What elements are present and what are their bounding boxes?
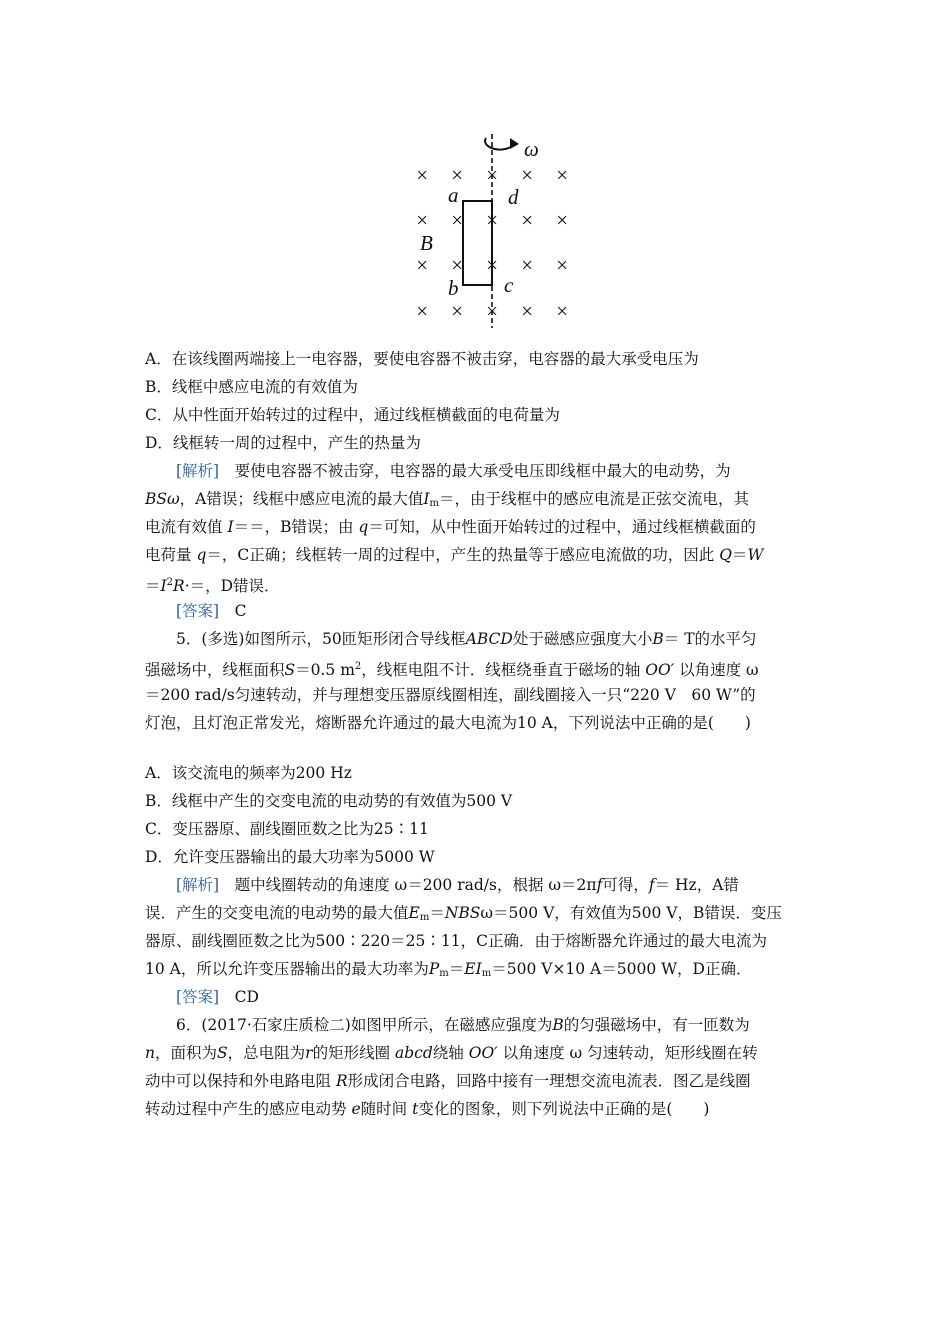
q4-answer	[176, 601, 247, 621]
coil-in-field-figure	[400, 130, 600, 330]
field-mark: ×	[414, 208, 430, 232]
field-mark: ×	[554, 208, 570, 232]
field-mark: ×	[414, 299, 430, 323]
q5-stem-line-2: 强磁场中，线框面积S＝0.5 $m^2$，线框电阻不计．线框绕垂直于磁场的轴 OO′ 以角速度 ω	[145, 661, 759, 679]
q4-option-b: B．线框中感应电流的有效值为	[145, 378, 358, 396]
q6-stem-line-1: 6．(2017·石家庄质检二)如图甲所示，在磁感应强度为B的匀强磁场中，有一匝数为	[176, 1016, 750, 1034]
q4-analysis-line-2: BSω，A错误；线框中感应电流的最大值$I_m=$，由于线框中的感应电流是正弦交流电，其	[145, 490, 749, 509]
q5-analysis-line-2: 误．产生的交变电流的电动势的最大值$E_m=NBS\omega=500$ V，有效值为500 V，B错误．变压	[145, 904, 782, 923]
q4-option-a: A．在该线圈两端接上一电容器，要使电容器不被击穿，电容器的最大承受电压为	[145, 350, 699, 368]
q4-analysis-line-1: [解析] 要使电容器不被击穿，电容器的最大承受电压即线框中最大的电动势，为	[176, 462, 731, 480]
field-mark: ×	[484, 299, 500, 323]
q6-stem-line-4: 转动过程中产生的感应电动势 e随时间 t变化的图象，则下列说法中正确的是( )	[145, 1100, 710, 1118]
field-mark: ×	[449, 299, 465, 323]
q6-stem-line-3: 动中可以保持和外电路电阻 R形成闭合电路，回路中接有一理想交流电流表．图乙是线圈	[145, 1072, 751, 1090]
corner-label-d: d	[508, 185, 519, 209]
q5-option-c: C．变压器原、副线圈匝数之比为25∶11	[145, 820, 429, 838]
analysis-tag: [解析]	[176, 876, 220, 894]
corner-label-a: a	[448, 183, 459, 207]
field-label-B: B	[420, 231, 433, 255]
q5-answer	[176, 987, 259, 1007]
field-mark: ×	[554, 163, 570, 187]
answer-value: CD	[234, 988, 259, 1006]
q5-analysis-line-3: 器原、副线圈匝数之比为500∶220＝25∶11，C正确．由于熔断器允许通过的最大电流为	[145, 932, 767, 950]
q5-option-b: B．线框中产生的交变电流的电动势的有效值为500 V	[145, 792, 513, 810]
field-mark: ×	[449, 208, 465, 232]
field-mark: ×	[449, 253, 465, 277]
rotation-arrow	[485, 138, 514, 150]
q5-stem-line-1: 5．(多选)如图所示，50匝矩形闭合导线框ABCD处于磁感应强度大小B＝ T的水平匀	[176, 630, 757, 648]
analysis-tag: [解析]	[176, 462, 220, 480]
q5-analysis-line-1: [解析] 题中线圈转动的角速度 ω＝200 rad/s，根据 ω＝2πf可得，f＝ Hz，A错	[176, 876, 739, 894]
field-mark: ×	[519, 299, 535, 323]
field-mark: ×	[484, 163, 500, 187]
q5-option-a: A．该交流电的频率为200 Hz	[145, 764, 352, 782]
q4-analysis-line-5: $=I^2R\cdot=$，D错误．	[145, 577, 280, 595]
field-mark: ×	[519, 208, 535, 232]
q4-option-d: D．线框转一周的过程中，产生的热量为	[145, 434, 421, 452]
q4-option-c: C．从中性面开始转过的过程中，通过线框横截面的电荷量为	[145, 406, 560, 424]
field-mark: ×	[414, 253, 430, 277]
answer-value: C	[234, 602, 247, 620]
q4-analysis-line-3: 电流有效值 I＝＝，B错误；由 q＝可知，从中性面开始转过的过程中，通过线框横截面的	[145, 518, 756, 536]
q6-stem-line-2: n，面积为S，总电阻为r的矩形线圈 abcd绕轴 OO′ 以角速度 ω 匀速转动，矩形线圈在转	[145, 1044, 758, 1062]
answer-tag: [答案]	[176, 988, 220, 1006]
field-mark: ×	[519, 163, 535, 187]
corner-label-c: c	[504, 273, 514, 297]
corner-label-b: b	[448, 276, 459, 300]
q5-stem-line-4: 灯泡，且灯泡正常发光，熔断器允许通过的最大电流为10 A，下列说法中正确的是( )	[145, 714, 751, 732]
field-mark: ×	[519, 253, 535, 277]
field-mark: ×	[414, 163, 430, 187]
coil-diagram	[400, 130, 600, 330]
q5-option-d: D．允许变压器输出的最大功率为5000 W	[145, 848, 435, 866]
field-mark: ×	[449, 163, 465, 187]
q5-analysis-line-4: 10 A，所以允许变压器输出的最大功率为$P_m=EI_m=500$ V×10 A＝5000 W，D正确．	[145, 960, 752, 979]
q5-stem-line-3: ＝200 rad/s匀速转动，并与理想变压器原线圈相连，副线圈接入一只“220 V 60 W”的	[145, 686, 756, 704]
field-mark: ×	[484, 208, 500, 232]
q4-analysis-line-4: 电荷量 q＝，C正确；线框转一周的过程中，产生的热量等于感应电流做的功，因此 Q＝W	[145, 546, 764, 564]
answer-tag: [答案]	[176, 602, 220, 620]
field-mark: ×	[554, 253, 570, 277]
field-mark: ×	[484, 253, 500, 277]
rotation-arrowhead	[510, 138, 519, 149]
field-mark: ×	[554, 299, 570, 323]
omega-label: ω	[524, 137, 539, 161]
